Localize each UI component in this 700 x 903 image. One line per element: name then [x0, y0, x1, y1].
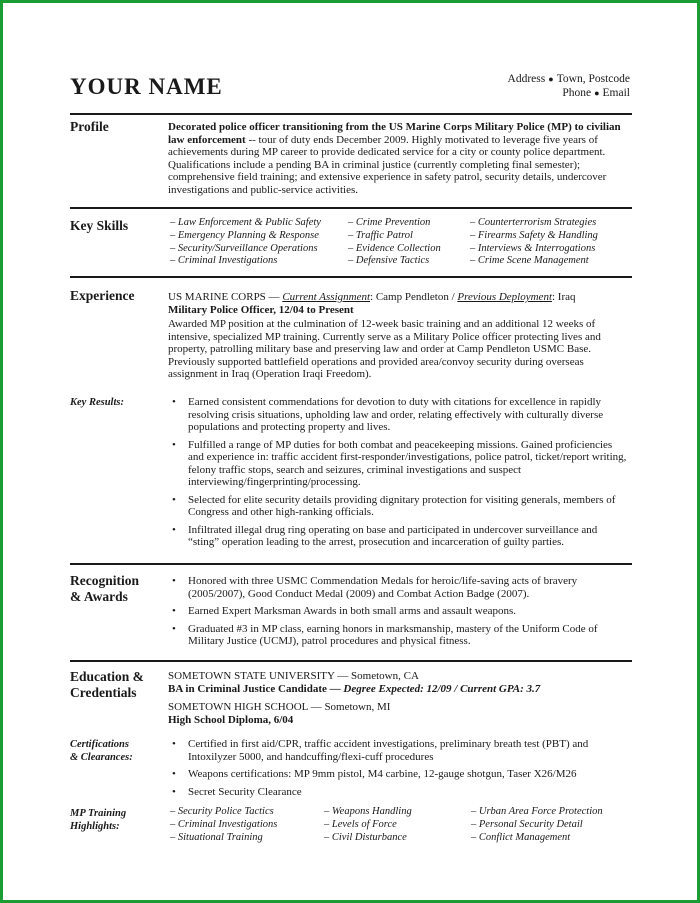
training-item: – Conflict Management — [471, 832, 631, 845]
skills-grid — [170, 217, 630, 268]
section-divider — [70, 563, 632, 565]
skill-item: – Evidence Collection — [348, 243, 470, 256]
recognition-heading-line1: Recognition — [70, 573, 139, 588]
education-heading-line2: Credentials — [70, 685, 137, 700]
skill-item: – Security/Surveillance Operations — [170, 243, 348, 256]
degree-1: BA in Criminal Justice Candidate — — [168, 682, 344, 695]
certifications-label-line1: Certifications — [70, 739, 129, 750]
section-divider — [70, 660, 632, 662]
section-divider — [70, 276, 632, 278]
contact-block — [508, 72, 630, 100]
experience-heading: Experience — [70, 288, 135, 303]
recognition-heading — [70, 573, 139, 605]
job-title: Military Police Officer, 12/04 to Present — [168, 303, 354, 316]
training-item: – Weapons Handling — [324, 806, 471, 819]
skill-item: – Law Enforcement & Public Safety — [170, 217, 348, 230]
result-item: • Earned consistent commendations for devotion to duty with citations for excellence in rapidly resolving crisis situations, upholding law and order, relating effectively with culturally diverse populations and protecting property and lives. — [168, 396, 630, 434]
training-label — [70, 807, 126, 833]
skill-item: – Firearms Safety & Handling — [470, 230, 630, 243]
certifications-label-line2: & Clearances: — [70, 752, 133, 763]
award-item: • Graduated #3 in MP class, earning honors in marksmanship, mastery of the Uniform Code of Military Justice (UCMJ), patrol procedures and physical fitness. — [168, 623, 630, 648]
section-divider — [70, 207, 632, 209]
degree-2: High School Diploma, 6/04 — [168, 713, 294, 726]
current-assignment-label: Current Assignment — [282, 291, 371, 303]
address: Address — [507, 73, 546, 85]
result-item: • Infiltrated illegal drug ring operating on base and participated in undercover surveillance and “sting” operation leading to the arrest, prosecution and incarceration of guilty parties. — [168, 524, 630, 549]
education-heading — [70, 669, 144, 701]
skill-item: – Crime Scene Management — [470, 255, 630, 268]
email: Email — [602, 87, 630, 99]
town-postcode: Town, Postcode — [556, 73, 630, 85]
skills-heading: Key Skills — [70, 218, 129, 233]
school-2: SOMETOWN HIGH SCHOOL — Sometown, MI — [168, 701, 391, 713]
separator-dot: ● — [548, 74, 554, 84]
training-label-line2: Highlights: — [70, 821, 120, 832]
resume-name: YOUR NAME — [70, 74, 223, 99]
separator-dot: ● — [594, 88, 600, 98]
section-divider — [70, 113, 632, 115]
recognition-list — [168, 575, 630, 653]
phone: Phone — [562, 87, 592, 99]
skill-item: – Interviews & Interrogations — [470, 243, 630, 256]
experience-header — [168, 291, 630, 381]
result-item: • Fulfilled a range of MP duties for both combat and peacekeeping missions. Gained proficiencies and experience in: traffic accident first-responder/investigations, police patrol, ticket/report writing, felony traffic stops, search and seizures, criminal investigations and suspect interviewing/fingerprinting/processing. — [168, 439, 630, 489]
cert-item: • Certified in first aid/CPR, traffic accident investigations, preliminary breath test (PBT) and Intoxilyzer 5000, and handcuffing/flexi-cuff procedures — [168, 738, 630, 763]
key-results-label: Key Results: — [70, 397, 124, 408]
education-block — [168, 670, 630, 726]
certifications-list — [168, 738, 630, 803]
training-item: – Criminal Investigations — [170, 819, 324, 832]
training-item: – Urban Area Force Protection — [471, 806, 631, 819]
previous-deployment: : Iraq — [552, 291, 576, 303]
skill-item: – Emergency Planning & Response — [170, 230, 348, 243]
certifications-label — [70, 738, 133, 764]
skill-item: – Defensive Tactics — [348, 255, 470, 268]
training-item: – Security Police Tactics — [170, 806, 324, 819]
training-item: – Levels of Force — [324, 819, 471, 832]
cert-item: • Weapons certifications: MP 9mm pistol, M4 carbine, 12-gauge shotgun, Taser X26/M26 — [168, 768, 630, 781]
current-assignment: : Camp Pendleton / — [370, 291, 458, 303]
award-item: • Earned Expert Marksman Awards in both small arms and assault weapons. — [168, 605, 630, 618]
training-item: – Personal Security Detail — [471, 819, 631, 832]
profile-heading: Profile — [70, 119, 109, 134]
education-heading-line1: Education & — [70, 669, 144, 684]
profile-detail: -- tour of duty ends December 2009. Highly motivated to leverage five years of achievements during MP career to provide dedicated service for a city or county police department. Qualifications include a pending BA in criminal justice (currently completing final semester); comprehensive field training; and extensive experience in safety patrol, security details, undercover investigations and public-service activities. — [168, 133, 607, 196]
award-item: • Honored with three USMC Commendation Medals for heroic/life-saving acts of bravery (2005/2007), Good Conduct Medal (2009) and Combat Action Badge (2007). — [168, 575, 630, 600]
job-summary: Awarded MP position at the culmination of 12-week basic training and an additional 12 weeks of intensive, specialized MP training. Currently serve as a Military Police officer protecting lives and property, patrolling military base and preserving law and order at Camp Pendleton USMC Base. Previously supported battlefield operations and provided area/convoy security during overseas assignment in Iraq (Operation Iraqi Freedom). — [168, 318, 601, 380]
employer: US MARINE CORPS — — [168, 291, 283, 303]
training-grid — [170, 806, 631, 844]
school-1: SOMETOWN STATE UNIVERSITY — Sometown, CA — [168, 670, 419, 682]
profile-intro: Decorated police officer transitioning from the US Marine Corps Military Police (MP) to civilian law enforcement — [168, 121, 621, 146]
skill-item: – Crime Prevention — [348, 217, 470, 230]
training-label-line1: MP Training — [70, 808, 127, 819]
skill-item: – Traffic Patrol — [348, 230, 470, 243]
skill-item: – Counterterrorism Strategies — [470, 217, 630, 230]
training-item: – Civil Disturbance — [324, 832, 471, 845]
skill-item: – Criminal Investigations — [170, 255, 348, 268]
training-item: – Situational Training — [170, 832, 324, 845]
recognition-heading-line2: & Awards — [70, 589, 128, 604]
key-results — [168, 396, 630, 554]
degree-1-expected: Degree Expected: 12/09 / Current GPA: 3.7 — [343, 682, 541, 695]
profile-text — [168, 121, 630, 196]
cert-item: • Secret Security Clearance — [168, 786, 630, 799]
result-item: • Selected for elite security details providing dignitary protection for visiting generals, members of Congress and other high-ranking officials. — [168, 494, 630, 519]
previous-deployment-label: Previous Deployment — [457, 291, 552, 303]
